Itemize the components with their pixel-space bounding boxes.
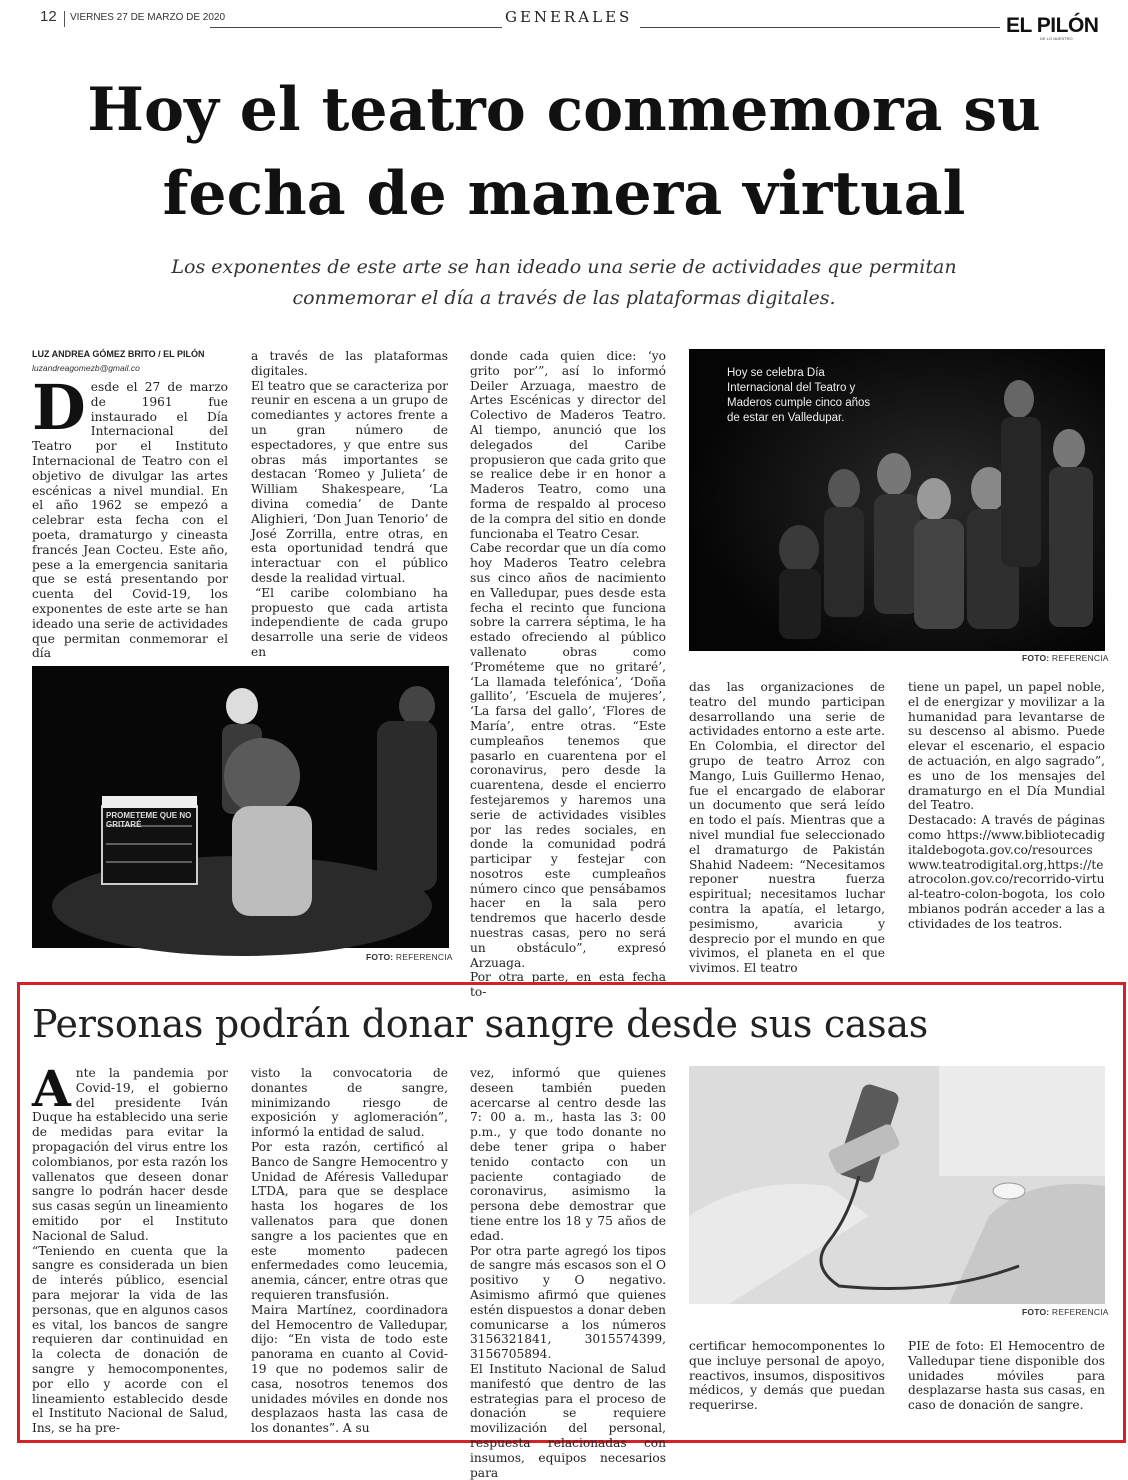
dropcap-a: A xyxy=(32,1059,71,1118)
article2-column-5 xyxy=(908,1339,1105,1439)
byline: LUZ ANDREA GÓMEZ BRITO / EL PILÓN xyxy=(32,349,205,359)
photo-credit-1-label: FOTO: xyxy=(1022,653,1050,663)
clapperboard-scene-photo xyxy=(32,666,449,948)
article1-col2-p3: “El caribe colombiano ha propuesto que cada artista independiente de cada grupo desarrolle una serie de videos en xyxy=(251,585,448,659)
photo-caption-line-1: Hoy se celebra Día xyxy=(727,367,825,379)
article1-col3-p3: Por otra parte, en esta fecha to- xyxy=(470,970,666,1000)
author-email: luzandreagomezb@gmail.co xyxy=(32,363,140,373)
article2-col2-p2: Por esta razón, certificó al Banco de Sangre Hemocentro y Unidad de Aféresis Valledupar LTDA, para que se desplace hasta los hogares de los vallenatos para que donen sangre a los pacientes que en este momento padecen enfermedades como leucemia, anemia, cáncer, entre otras que requieren transfusión. xyxy=(251,1139,448,1302)
clapperboard-scene-illustration xyxy=(32,666,449,948)
photo-credit-3-label: FOTO: xyxy=(1022,1307,1050,1317)
headline-line-1: Hoy el teatro conmemora su xyxy=(87,75,1041,145)
article2-column-2 xyxy=(251,1066,448,1436)
article1-col1-text: esde el 27 de marzo de 1961 fue instaurado el Día Internacional del Teatro por el Instituto Internacional de Teatro con el objetivo de divulgar las artes escénicas a nivel mundial. En el año 1962 se empezó a celebrar esta fecha con el poeta, dramaturgo y cineasta francés Jean Cocteu. Este año, pese a la emergencia sanitaria que se está presentando por cuenta del Covid-19, los exponentes de este arte se han ideado una serie de actividades que permitan conmemorar el día xyxy=(32,380,228,661)
article1-column-3 xyxy=(470,349,666,1000)
photo-credit-2-value: REFERENCIA xyxy=(395,952,453,962)
page-date: VIERNES 27 DE MARZO DE 2020 xyxy=(70,12,226,23)
article2-col1-p1: nte la pandemia por Covid-19, el gobierno del presidente Iván Duque ha establecido una serie de medidas para evitar la propagación del virus entre los colombianos, por esta razón los vallenatos que deseen donar sangre lo podrán hacer desde sus casas según un lineamiento emitido por el Instituto Nacional de Salud. xyxy=(32,1066,228,1243)
headline-line-2: fecha de manera virtual xyxy=(162,159,966,229)
theater-group-photo xyxy=(689,349,1105,651)
article2-column-1 xyxy=(32,1059,228,1436)
article1-column-2 xyxy=(251,349,448,659)
article1-col5-p1: tiene un papel, un papel noble, el de energizar y movilizar a la humanidad para levantarse de su descenso al abismo. Puede elevar el escenario, el espacio de actuación, en algo sagrado”, es uno de los mensajes del dramaturgo en el Día Mundial del Teatro. xyxy=(908,680,1105,813)
blood-donation-photo xyxy=(689,1066,1105,1304)
article1-col2-p1: a través de las plataformas digitales. xyxy=(251,349,448,378)
article2-col5-text: PIE de foto: El Hemocentro de Valledupar tiene disponible dos unidades móviles para desplazarse hasta sus casas, en caso de donación de sangre. xyxy=(908,1339,1105,1413)
blood-donation-illustration xyxy=(689,1066,1105,1304)
newspaper-logo: EL PILÓN xyxy=(1006,14,1099,37)
article2-column-4 xyxy=(689,1339,885,1439)
article1-column-5 xyxy=(908,680,1105,970)
photo-credit-1 xyxy=(1022,653,1109,663)
header-divider-left xyxy=(64,11,65,27)
photo-credit-2-label: FOTO: xyxy=(366,952,394,962)
article1-column-4 xyxy=(689,680,885,976)
article2-col2-p3: Maira Martínez, coordinadora del Hemocentro de Valledupar, dijo: “En vista de todo este panorama en cuanto al Covid-19 que no podemos salir de casa, nosotros tenemos dos unidades móviles en donde nos desplazaos hasta las casa de los donantes”. A su xyxy=(251,1302,448,1436)
article1-col2-p2: El teatro que se caracteriza por reunir en escena a un grupo de comediantes y actores frente a un gran número de espectadores, y que entre sus obras más importantes se destacan ‘Romeo y Julieta’ de William Shakespeare, ‘La divina comedia’ de Dante Alighieri, ‘Don Juan Tenorio’ de José Zorrilla, entre otras, en esta oportunidad tendrá que interactuar con el público desde la realidad virtual. xyxy=(251,378,448,585)
photo-caption-line-3: Maderos cumple cinco años xyxy=(727,397,871,409)
article1-col5-p2: Destacado: A través de páginas como https://www.bibliotecadigitaldebogota.gov.co/resources www.teatrodigital.org,https://teatrocolon.gov.co/recorrido-virtual-teatro-colon-bogota, los colombianos podrán acceder a las actividades de los teatros. xyxy=(908,813,1105,931)
photo-credit-3 xyxy=(1022,1307,1109,1317)
photo-caption-line-4: de estar en Valledupar. xyxy=(727,412,845,424)
article1-col3-p1: donde cada quien dice: ‘yo grito por’”, así lo informó Deiler Arzuaga, maestro de Artes Escénicas y director del Colectivo de Maderos Teatro. Al tiempo, anunció que los delegados del Caribe propusieron que cada grito que se realice debe ir en honor a Maderos Teatro, como una forma de respaldo al proceso de la compra del sitio en donde funcionaba el Teatro Cesar. xyxy=(470,349,666,541)
subtitle-line-1: Los exponentes de este arte se han ideado una serie de actividades que permitan xyxy=(171,256,957,278)
article1-column-1 xyxy=(32,371,228,661)
dropcap-d: D xyxy=(32,371,86,444)
article2-col1-p2: “Teniendo en cuenta que la sangre es considerada un bien de interés público, esencial para mejorar la vida de las personas, que en algunos casos es vital, los bancos de sangre requieren dar continuidad en la colecta de donación de sangre y hemocomponentes, por ello y acorde con el lineamiento establecido desde el Instituto Nacional de Salud, Ins, se ha pre- xyxy=(32,1243,228,1436)
header-rule-left xyxy=(210,27,502,28)
article2-col2-p1: visto la convocatoria de donantes de sangre, minimizando riesgo de exposición y aglomeración”, informó la entidad de salud. xyxy=(251,1066,448,1140)
photo-credit-3-value: REFERENCIA xyxy=(1051,1307,1109,1317)
newspaper-logo-tagline: DE LO NUESTRO xyxy=(1040,36,1073,41)
article1-col4-text: das las organizaciones de teatro del mundo participan desarrollando una serie de actividades entorno a este arte. En Colombia, el director del grupo de teatro Arroz con Mango, Luis Guillermo Henao, fue el encargado de elaborar un documento que será leído en todo el país. Mientras que a nivel mundial fue seleccionado el dramaturgo de Pakistán Shahid Nadeem: “Necesitamos reponer nuestra fuerza espiritual; necesitamos luchar contra la apatía, el letargo, pesimismo, avaricia y desprecio por el mundo en que vivimos, el planeta en el que vivimos. El teatro xyxy=(689,680,885,976)
clapperboard-text: PROMETEME QUE NO GRITARÉ xyxy=(106,811,192,829)
page-number: 12 xyxy=(40,8,57,25)
article2-col4-text: certificar hemocomponentes lo que incluye personal de apoyo, reactivos, insumos, dispositivos médicos, y demás que puedan requerirse. xyxy=(689,1339,885,1413)
section-title: GENERALES xyxy=(505,8,633,26)
article2-col3-p3: El Instituto Nacional de Salud manifestó que dentro de las estrategias para el proceso de donación se requiere movilización del personal, respuesta relacionadas con insumos, equipos necesarios para xyxy=(470,1361,666,1480)
article2-col3-p2: Por otra parte agregó los tipos de sangre más escasos son el O positivo y O negativo. Asimismo afirmó que quienes estén dispuestos a donar deben comunicarse a los números 3156321841, 3015574399, 3156705894. xyxy=(470,1243,666,1362)
theater-group-illustration xyxy=(689,349,1105,651)
article1-col3-p2: Cabe recordar que un día como hoy Maderos Teatro celebra sus cinco años de nacimiento en Valledupar, pues desde esta fecha el recinto que funciona sobre la carrera séptima, le ha estado ofreciendo al público vallenato obras como ‘Prométeme que no gritaré’, ‘La llamada telefónica’, ‘Doña gallito’, ‘Escuela de mujeres’, ‘La farsa del gallo’, ‘Flores de María’, entre otras. “Este cumpleaños tenemos que pasarlo en cuarentena por el coronavirus, pero desde la cuarentena, desde el encierro festejaremos y haremos una serie de actividades visibles por las redes sociales, en donde la comunidad podrá participar y festejar con nosotros este cumpleaños número cinco que pensábamos hacer en la sala pero tendremos que hacerlo desde nuestras casas, pero no será un obstáculo”, expresó Arzuaga. xyxy=(470,541,666,970)
photo-credit-1-value: REFERENCIA xyxy=(1051,653,1109,663)
header-rule-right xyxy=(640,27,1000,28)
photo-credit-2 xyxy=(366,952,453,962)
subtitle-line-2: conmemorar el día a través de las plataformas digitales. xyxy=(292,287,836,309)
article2-headline: Personas podrán donar sangre desde sus casas xyxy=(32,1002,928,1046)
article2-column-3 xyxy=(470,1066,666,1480)
article2-col3-p1: vez, informó que quienes deseen también pueden acercarse al centro desde las 7: 00 a. m., hasta las 3: 00 p.m., y que todo donante no debe tener gripa o haber tenido contacto con un paciente contagiado de coronavirus, asimismo la persona debe demostrar que tiene entre los 18 y 75 años de edad. xyxy=(470,1066,666,1243)
photo-caption-line-2: Internacional del Teatro y xyxy=(727,382,856,394)
